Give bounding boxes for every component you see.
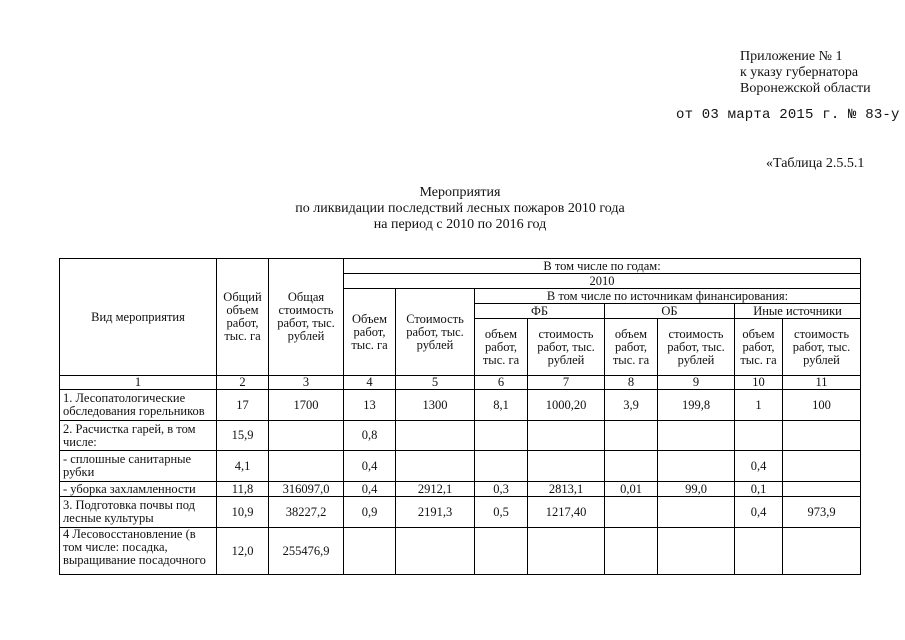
table-cell <box>658 497 735 528</box>
table-cell <box>783 451 861 482</box>
table-cell: 0,4 <box>344 482 396 497</box>
table-cell <box>783 528 861 575</box>
header-activity: Вид мероприятия <box>60 259 217 376</box>
table-cell: 316097,0 <box>269 482 344 497</box>
header-other: Иные источники <box>735 304 861 319</box>
table-cell: 1700 <box>269 390 344 421</box>
table-cell: 100 <box>783 390 861 421</box>
table-cell: 0,1 <box>735 482 783 497</box>
column-number: 7 <box>528 376 605 390</box>
activity-cell: 1. Лесопатологические обследования горельников <box>60 390 217 421</box>
table-cell <box>605 528 658 575</box>
table-cell <box>396 421 475 451</box>
activity-cell: 2. Расчистка гарей, в том числе: <box>60 421 217 451</box>
column-number: 9 <box>658 376 735 390</box>
header-volume: Объем работ, тыс. га <box>344 289 396 376</box>
header-fb-volume: объем работ, тыс. га <box>475 319 528 376</box>
title-line-1: Мероприятия <box>419 185 501 200</box>
header-other-cost: стоимость работ, тыс. рублей <box>783 319 861 376</box>
table-cell <box>605 497 658 528</box>
header-fb: ФБ <box>475 304 605 319</box>
header-total-cost: Общая стоимость работ, тыс. рублей <box>269 259 344 376</box>
table-cell: 2191,3 <box>396 497 475 528</box>
measures-table <box>59 258 861 575</box>
header-by-sources: В том числе по источникам финансирования: <box>475 289 861 304</box>
column-number: 10 <box>735 376 783 390</box>
table-cell: 11,8 <box>217 482 269 497</box>
appendix-block <box>740 49 871 97</box>
table-cell: 12,0 <box>217 528 269 575</box>
table-cell: 38227,2 <box>269 497 344 528</box>
table-row <box>60 390 861 421</box>
table-cell <box>269 421 344 451</box>
table-cell <box>396 528 475 575</box>
column-number: 1 <box>60 376 217 390</box>
table-row <box>60 451 861 482</box>
table-cell: 0,3 <box>475 482 528 497</box>
table-cell: 0,4 <box>735 451 783 482</box>
column-number: 3 <box>269 376 344 390</box>
header-year: 2010 <box>344 274 861 289</box>
table-cell <box>783 482 861 497</box>
table-cell: 4,1 <box>217 451 269 482</box>
table-cell: 2813,1 <box>528 482 605 497</box>
table-row <box>60 497 861 528</box>
column-number: 8 <box>605 376 658 390</box>
table-cell <box>528 451 605 482</box>
table-cell: 1000,20 <box>528 390 605 421</box>
table-row <box>60 482 861 497</box>
table-cell: 1 <box>735 390 783 421</box>
header-fb-cost: стоимость работ, тыс. рублей <box>528 319 605 376</box>
table-cell <box>344 528 396 575</box>
table-cell <box>475 528 528 575</box>
column-number: 2 <box>217 376 269 390</box>
table-row <box>60 528 861 575</box>
table-cell: 8,1 <box>475 390 528 421</box>
header-total-volume: Общий объем работ, тыс. га <box>217 259 269 376</box>
table-cell <box>658 451 735 482</box>
decree-reference: от 03 марта 2015 г. № 83-у <box>676 107 900 123</box>
table-cell: 17 <box>217 390 269 421</box>
table-cell <box>605 421 658 451</box>
column-number: 11 <box>783 376 861 390</box>
header-cost: Стоимость работ, тыс. рублей <box>396 289 475 376</box>
table-cell <box>658 421 735 451</box>
appendix-line-2: к указу губернатора <box>740 65 859 80</box>
activity-cell: - уборка захламленности <box>60 482 217 497</box>
table-cell <box>735 421 783 451</box>
header-by-years: В том числе по годам: <box>344 259 861 274</box>
table-cell <box>658 528 735 575</box>
table-cell <box>735 528 783 575</box>
table-cell: 1300 <box>396 390 475 421</box>
table-reference: «Таблица 2.5.5.1 <box>766 156 865 171</box>
header-other-volume: объем работ, тыс. га <box>735 319 783 376</box>
table-cell: 973,9 <box>783 497 861 528</box>
document-title <box>250 185 670 233</box>
table-cell: 10,9 <box>217 497 269 528</box>
column-number: 5 <box>396 376 475 390</box>
header-ob-volume: объем работ, тыс. га <box>605 319 658 376</box>
table-cell: 255476,9 <box>269 528 344 575</box>
column-numbers-row <box>60 376 861 390</box>
table-cell <box>605 451 658 482</box>
table-cell: 13 <box>344 390 396 421</box>
table-cell: 3,9 <box>605 390 658 421</box>
column-number: 6 <box>475 376 528 390</box>
table-cell: 15,9 <box>217 421 269 451</box>
table-cell: 0,4 <box>735 497 783 528</box>
table-cell: 1217,40 <box>528 497 605 528</box>
table-cell <box>528 421 605 451</box>
header-ob: ОБ <box>605 304 735 319</box>
table-cell: 0,9 <box>344 497 396 528</box>
table-cell: 99,0 <box>658 482 735 497</box>
table-cell <box>269 451 344 482</box>
header-ob-cost: стоимость работ, тыс. рублей <box>658 319 735 376</box>
table-cell <box>783 421 861 451</box>
appendix-line-3: Воронежской области <box>740 81 871 96</box>
table-cell: 0,4 <box>344 451 396 482</box>
title-line-3: на период с 2010 по 2016 год <box>373 217 547 232</box>
table-cell <box>396 451 475 482</box>
appendix-line-1: Приложение № 1 <box>740 49 843 64</box>
table-cell: 0,5 <box>475 497 528 528</box>
activity-cell: - сплошные санитарные рубки <box>60 451 217 482</box>
table-cell: 2912,1 <box>396 482 475 497</box>
activity-cell: 3. Подготовка почвы под лесные культуры <box>60 497 217 528</box>
title-line-2: по ликвидации последствий лесных пожаров 2010 года <box>295 201 625 216</box>
table-cell: 0,01 <box>605 482 658 497</box>
table-cell: 0,8 <box>344 421 396 451</box>
table-cell <box>475 421 528 451</box>
table-cell <box>475 451 528 482</box>
table-cell <box>528 528 605 575</box>
activity-cell: 4 Лесовосстановление (в том числе: посадка, выращивание посадочного <box>60 528 217 575</box>
column-number: 4 <box>344 376 396 390</box>
table-row <box>60 421 861 451</box>
table-cell: 199,8 <box>658 390 735 421</box>
